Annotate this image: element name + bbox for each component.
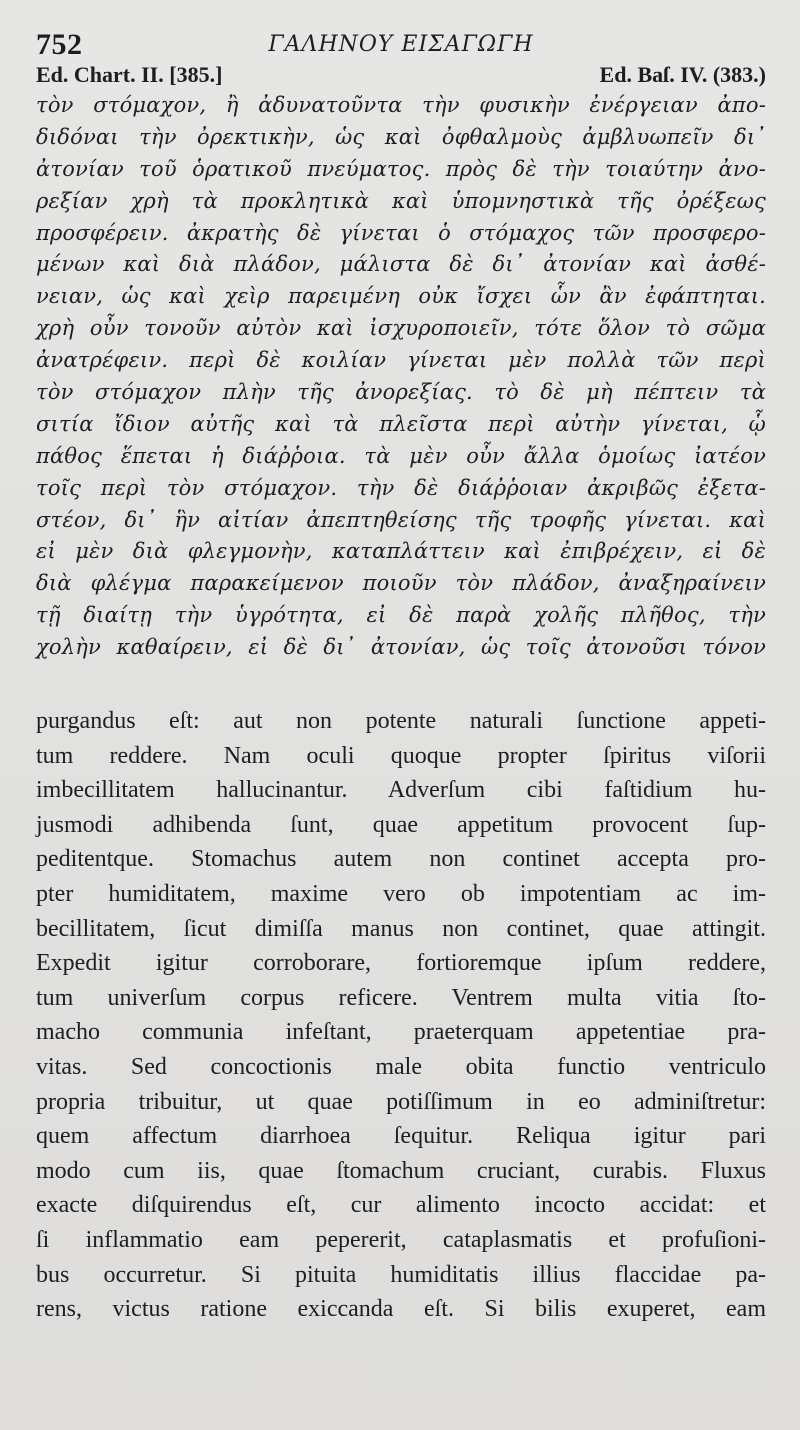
greek-line: ἀνατρέφειν. περὶ δὲ κοιλίαν γίνεται μὲν πολλὰ τῶν περὶ: [36, 348, 766, 373]
latin-line: imbecillitatem hallucinantur. Adverſum cibi faſtidium hu-: [36, 777, 766, 804]
greek-line: μένων καὶ διὰ πλάδον, μάλιστα δὲ δι᾽ ἀτονίαν καὶ ἀσθέ-: [36, 252, 766, 277]
edition-reference-chartier: Ed. Chart. II. [385.]: [36, 62, 223, 87]
greek-line: ἀτονίαν τοῦ ὁρατικοῦ πνεύματος. πρὸς δὲ τὴν τοιαύτην ἀνο-: [36, 156, 766, 181]
latin-line: quem affectum diarrhoea ſequitur. Reliqua igitur pari: [36, 1123, 766, 1150]
greek-line: στέον, δι᾽ ἣν αἰτίαν ἀπεπτηθείσης τῆς τροφῆς γίνεται. καὶ: [36, 507, 766, 532]
latin-line: purgandus eſt: aut non potente naturali ſunctione appeti-: [36, 708, 766, 735]
edition-references: [36, 62, 766, 90]
greek-line: τὸν στόμαχον, ἢ ἀδυνατοῦντα τὴν φυσικὴν ἐνέργειαν ἀπο-: [36, 93, 766, 117]
latin-line: Expedit igitur corroborare, fortioremque ipſum reddere,: [36, 950, 766, 977]
latin-line: tum univerſum corpus reficere. Ventrem multa vitia ſto-: [36, 984, 766, 1011]
latin-line: modo cum iis, quae ſtomachum cruciant, curabis. Fluxus: [36, 1157, 766, 1184]
greek-line: χολὴν καθαίρειν, εἰ δὲ δι᾽ ἀτονίαν, ὡς τοῖς ἀτονοῦσι τόνον: [36, 635, 766, 660]
greek-line: σιτία ἴδιον αὐτῆς καὶ τὰ πλεῖστα περὶ αὐτὴν γίνεται, ᾧ: [36, 411, 766, 436]
greek-line: εἰ μὲν διὰ φλεγμονὴν, καταπλάττειν καὶ ἐπιβρέχειν, εἰ δὲ: [36, 539, 766, 564]
latin-line: propria tribuitur, ut quae potiſſimum in eo adminiſtretur:: [36, 1088, 766, 1115]
page-number: 752: [36, 28, 83, 61]
edition-reference-basel: Ed. Baſ. IV. (383.): [599, 62, 766, 87]
greek-line: διδόναι τὴν ὀρεκτικὴν, ὡς καὶ ὀφθαλμοὺς ἀμβλυωπεῖν δι᾽: [36, 124, 766, 149]
latin-line: peditentque. Stomachus autem non continet accepta pro-: [36, 846, 766, 873]
latin-line: tum reddere. Nam oculi quoque propter ſpiritus viſorii: [36, 742, 766, 769]
greek-line: ρεξίαν χρὴ τὰ προκλητικὰ καὶ ὑπομνηστικὰ τῆς ὀρέξεως: [36, 188, 766, 213]
latin-line: rens, victus ratione exiccanda eſt. Si bilis exuperet, eam: [36, 1296, 766, 1323]
latin-line: jusmodi adhibenda ſunt, quae appetitum provocent ſup-: [36, 811, 766, 838]
latin-line: macho communia infeſtant, praeterquam appetentiae pra-: [36, 1019, 766, 1046]
greek-text-block: [36, 90, 766, 664]
running-title: ΓΑΛΗΝΟΥ ΕΙΣΑΓΩΓΗ: [268, 32, 534, 57]
latin-line: pter humiditatem, maxime vero ob impotentiam ac im-: [36, 881, 766, 907]
greek-line: τοῖς περὶ τὸν στόμαχον. τὴν δὲ διάῤῥοιαν ἀκριβῶς ἐξετα-: [36, 475, 766, 500]
greek-line: χρὴ οὖν τονοῦν αὐτὸν καὶ ἰσχυροποιεῖν, τότε ὅλον τὸ σῶμα: [36, 316, 766, 341]
latin-text-block: [36, 704, 766, 1327]
greek-line: διὰ φλέγμα παρακείμενον ποιοῦν τὸν πλάδον, ἀναξηραίνειν: [36, 571, 766, 596]
latin-line: exacte diſquirendus eſt, cur alimento incocto accidat: et: [36, 1192, 766, 1219]
greek-line: πάθος ἕπεται ἡ διάῤῥοια. τὰ μὲν οὖν ἄλλα ὁμοίως ἰατέον: [36, 443, 766, 468]
latin-line: becillitatem, ſicut dimiſſa manus non continet, quae attingit.: [36, 915, 766, 942]
greek-line: τῇ διαίτῃ τὴν ὑγρότητα, εἰ δὲ παρὰ χολῆς πλῆθος, τὴν: [36, 603, 766, 628]
greek-line: νειαν, ὡς καὶ χεὶρ παρειμένη οὐκ ἴσχει ὧν ἂν ἐφάπτηται.: [36, 284, 766, 309]
latin-line: vitas. Sed concoctionis male obita functio ventriculo: [36, 1053, 766, 1080]
running-head: [36, 26, 766, 62]
latin-line: bus occurretur. Si pituita humiditatis illius flaccidae pa-: [36, 1261, 766, 1288]
greek-line: τὸν στόμαχον πλὴν τῆς ἀνορεξίας. τὸ δὲ μὴ πέπτειν τὰ: [36, 380, 766, 405]
greek-line: προσφέρειν. ἀκρατὴς δὲ γίνεται ὁ στόμαχος τῶν προσφερο-: [36, 220, 766, 245]
latin-line: ſi inflammatio eam pepererit, cataplasmatis et profuſioni-: [36, 1226, 766, 1253]
